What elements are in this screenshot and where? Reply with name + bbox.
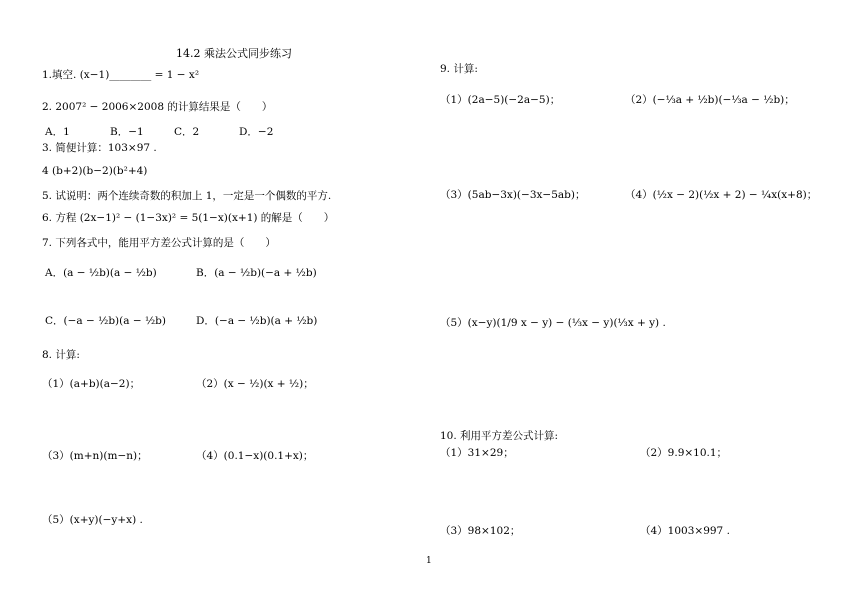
q7-option-b: B．(a − ½b)(−a + ½b) <box>196 267 317 279</box>
q10-item-4: （4）1003×997 . <box>640 525 730 537</box>
q10-item-1: （1）31×29； <box>440 447 514 459</box>
q8-item-4: （4）(0.1−x)(0.1+x)； <box>196 450 314 462</box>
question-3: 3. 简便计算：103×97 . <box>42 142 157 154</box>
q2-option-a: A．1 <box>45 126 70 138</box>
q8-item-3: （3）(m+n)(m−n)； <box>42 450 148 462</box>
page-number: 1 <box>426 556 432 566</box>
question-6: 6. 方程 (2x−1)² − (1−3x)² = 5(1−x)(x+1) 的解是（ ） <box>42 212 335 224</box>
q7-option-a: A．(a − ½b)(a − ½b) <box>45 267 157 279</box>
page-title: 14.2 乘法公式同步练习 <box>176 47 292 60</box>
question-8: 8. 计算: <box>42 349 80 361</box>
q9-item-3: （3）(5ab−3x)(−3x−5ab)； <box>440 189 586 201</box>
q8-item-2: （2）(x − ½)(x + ½)； <box>196 378 314 390</box>
question-1: 1.填空. (x−1)________ = 1 − x² <box>42 69 200 81</box>
q7-option-d: D．(−a − ½b)(a + ½b) <box>196 315 318 327</box>
q2-option-d: D．−2 <box>239 126 274 138</box>
question-10: 10. 利用平方差公式计算: <box>440 430 559 442</box>
question-4: 4 (b+2)(b−2)(b²+4) <box>42 165 148 177</box>
q9-item-2: （2）(−⅓a + ½b)(−⅓a − ½b)； <box>625 94 795 106</box>
q9-item-4: （4）(½x − 2)(½x + 2) − ¼x(x+8)； <box>625 189 818 201</box>
q7-option-c: C．(−a − ½b)(a − ½b) <box>45 315 166 327</box>
question-7: 7. 下列各式中，能用平方差公式计算的是（ ） <box>42 237 276 249</box>
q2-option-b: B．−1 <box>110 126 144 138</box>
q10-item-3: （3）98×102； <box>440 525 521 537</box>
question-9: 9. 计算: <box>440 63 478 75</box>
q9-item-1: （1）(2a−5)(−2a−5)； <box>440 94 561 106</box>
q9-item-5: （5）(x−y)(1/9 x − y) − (⅓x − y)(⅓x + y) . <box>440 317 666 329</box>
q2-option-c: C．2 <box>174 126 200 138</box>
question-5: 5. 试说明：两个连续奇数的积加上 1，一定是一个偶数的平方. <box>42 190 332 202</box>
question-2: 2. 2007² − 2006×2008 的计算结果是（ ） <box>42 101 273 113</box>
q8-item-5: （5）(x+y)(−y+x) . <box>42 514 143 526</box>
q8-item-1: （1）(a+b)(a−2)； <box>42 378 141 390</box>
q10-item-2: （2）9.9×10.1； <box>640 447 728 459</box>
